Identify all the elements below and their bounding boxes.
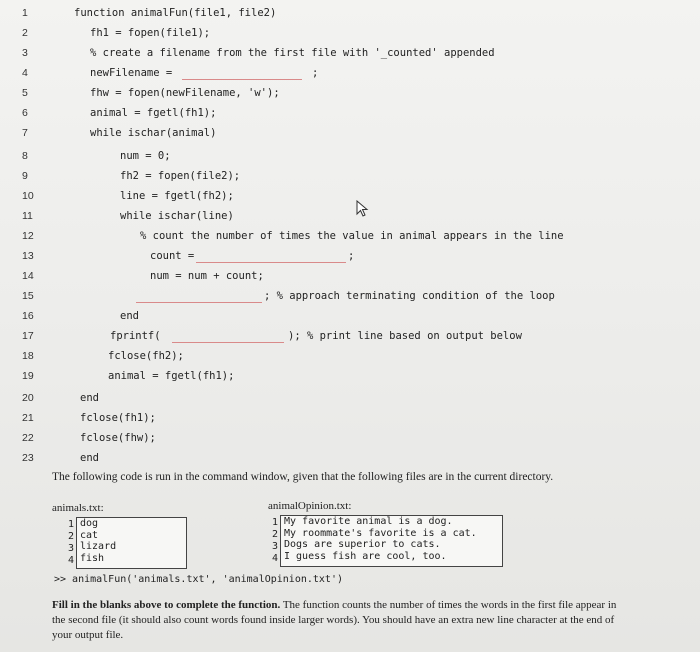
file-line-number: 1 — [67, 519, 74, 530]
code-text-after: ; — [312, 67, 319, 79]
file-line: dog — [80, 518, 99, 529]
line-number: 15 — [22, 290, 34, 302]
instructions — [52, 598, 622, 643]
code-line — [0, 266, 700, 286]
code-line — [0, 286, 700, 306]
file1-label: animals.txt: — [52, 502, 104, 514]
line-number: 19 — [22, 370, 34, 382]
code-text-after: ; — [348, 250, 355, 262]
line-number: 12 — [22, 230, 34, 242]
code-line — [0, 448, 700, 468]
comment-text: % create a filename from the first file with '_counted' appended — [90, 47, 495, 59]
file-line-number: 3 — [271, 541, 278, 552]
line-number: 6 — [22, 107, 28, 119]
code-text-after: ); % print line based on output below — [288, 330, 522, 342]
line-number: 17 — [22, 330, 34, 342]
code-text: fh2 = fopen(file2); — [120, 170, 241, 182]
code-line — [0, 346, 700, 366]
code-text: fprintf( — [110, 330, 161, 342]
file-line-number: 1 — [271, 517, 278, 528]
answer-blank[interactable] — [182, 67, 302, 80]
file1-contents-box — [76, 517, 187, 569]
answer-blank[interactable] — [136, 290, 262, 303]
line-number: 14 — [22, 270, 34, 282]
code-line — [0, 123, 700, 143]
code-text: end — [80, 392, 99, 404]
line-number: 18 — [22, 350, 34, 362]
line-number: 11 — [22, 210, 33, 222]
file-line: lizard — [80, 541, 117, 552]
line-number: 20 — [22, 392, 34, 404]
command-line: >> animalFun('animals.txt', 'animalOpinion.txt') — [54, 574, 343, 585]
code-text: while ischar(animal) — [90, 127, 217, 139]
line-number: 10 — [22, 190, 34, 202]
code-line — [0, 226, 700, 246]
code-line — [0, 103, 700, 123]
code-line — [0, 428, 700, 448]
code-line — [0, 366, 700, 386]
code-text: line = fgetl(fh2); — [120, 190, 234, 202]
line-number: 13 — [22, 250, 34, 262]
line-number: 9 — [22, 170, 28, 182]
file-line-number: 4 — [67, 555, 74, 566]
code-line — [0, 206, 700, 226]
line-number: 4 — [22, 67, 28, 79]
file-line: My roommate's favorite is a cat. — [284, 527, 477, 539]
line-number: 21 — [22, 412, 34, 424]
code-line — [0, 388, 700, 408]
intro-text: The following code is run in the command window, given that the following files are in the current directory. — [52, 471, 554, 483]
code-line — [0, 186, 700, 206]
code-text: animal = fgetl(fh1); — [108, 370, 235, 382]
line-number: 8 — [22, 150, 28, 162]
code-line — [0, 3, 700, 23]
code-text: end — [120, 310, 139, 322]
line-number: 7 — [22, 127, 28, 139]
code-text: fhw = fopen(newFilename, 'w'); — [90, 87, 280, 99]
line-number: 5 — [22, 87, 28, 99]
code-line — [0, 408, 700, 428]
code-text: num = num + count; — [150, 270, 264, 282]
answer-blank[interactable] — [196, 250, 346, 263]
code-text: num = 0; — [120, 150, 171, 162]
file-line: My favorite animal is a dog. — [284, 516, 453, 527]
code-line — [0, 246, 700, 266]
comment-text: % count the number of times the value in animal appears in the line — [140, 230, 564, 242]
code-text: function animalFun(file1, file2) — [74, 7, 277, 19]
code-line — [0, 326, 700, 346]
instructions-bold: Fill in the blanks above to complete the function. — [52, 599, 281, 611]
code-line — [0, 83, 700, 103]
code-text: fclose(fh1); — [80, 412, 156, 424]
code-line — [0, 306, 700, 326]
file2-contents-box — [280, 515, 503, 567]
code-text: newFilename = — [90, 67, 179, 79]
file-line: fish — [80, 552, 105, 564]
code-line — [0, 146, 700, 166]
code-text: fclose(fhw); — [80, 432, 156, 444]
line-number: 16 — [22, 310, 34, 322]
line-number: 23 — [22, 452, 34, 464]
answer-blank[interactable] — [172, 330, 284, 343]
instructions-rest: The function counts the number of times the words in the first file appear in the second file (it should also count words found inside larger words). You should have an extra new line character at the end of your output file. — [52, 599, 617, 641]
code-line — [0, 63, 700, 83]
mouse-pointer-icon — [356, 200, 370, 218]
code-text: end — [80, 452, 99, 464]
code-line — [0, 166, 700, 186]
file-line-number: 2 — [271, 529, 278, 540]
file-line: cat — [80, 529, 99, 541]
code-text: while ischar(line) — [120, 210, 234, 222]
file-line-number: 4 — [271, 553, 278, 564]
code-text: fh1 = fopen(file1); — [90, 27, 211, 39]
line-number: 22 — [22, 432, 34, 444]
line-number: 1 — [22, 7, 28, 19]
file2-label: animalOpinion.txt: — [268, 500, 352, 512]
code-line — [0, 43, 700, 63]
code-text: animal = fgetl(fh1); — [90, 107, 217, 119]
line-number: 2 — [22, 27, 28, 39]
file-line: I guess fish are cool, too. — [284, 550, 447, 562]
file-line-number: 2 — [67, 531, 74, 542]
code-line — [0, 23, 700, 43]
line-number: 3 — [22, 47, 28, 59]
code-text-after: ; % approach terminating condition of the loop — [264, 290, 555, 302]
file-line-number: 3 — [67, 543, 74, 554]
file-line: Dogs are superior to cats. — [284, 539, 441, 550]
code-text: fclose(fh2); — [108, 350, 184, 362]
code-text: count = — [150, 250, 201, 262]
